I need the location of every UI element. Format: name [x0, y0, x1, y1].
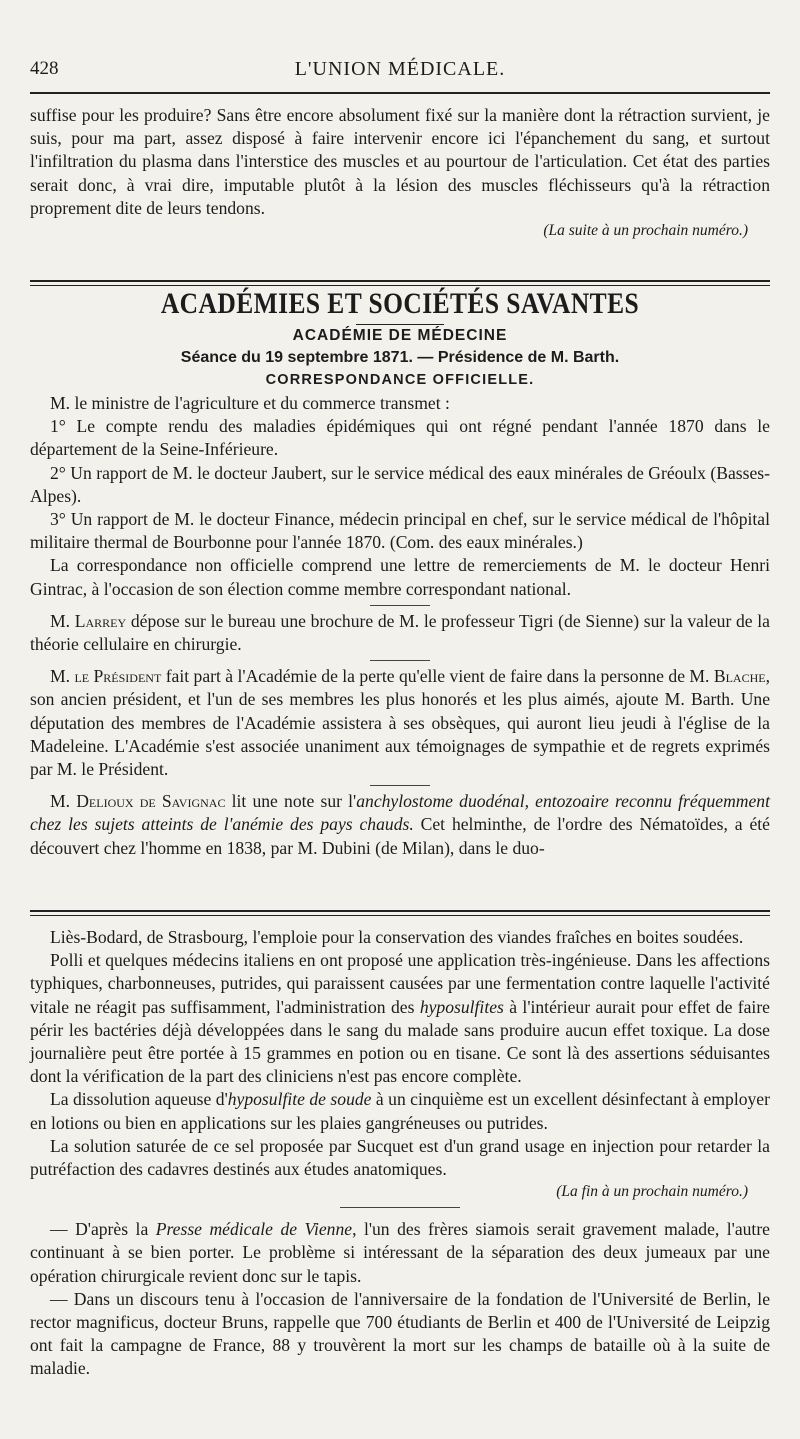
bottom-paragraph-3: La dissolution aqueuse d'hyposulfite de soude à un cinquième est un excellent désinfectant à employer en lotions ou bien en applications sur les plaies gangréneuses ou putrides.	[30, 1089, 770, 1133]
correspondence-heading: CORRESPONDANCE OFFICIELLE.	[265, 372, 535, 388]
person-name: M. Delioux de Savignac	[50, 791, 226, 812]
top-continuation-note: (La suite à un prochain numéro.)	[543, 222, 748, 240]
section-title: ACADÉMIES ET SOCIÉTÉS SAVANTES	[160, 287, 640, 320]
title-underline	[356, 324, 444, 325]
academies-paragraph-2: 1° Le compte rendu des maladies épidémiques qui ont régné pendant l'année 1870 dans le département de la Seine-Inférieure.	[30, 416, 770, 460]
page-number: 428	[30, 58, 59, 79]
bottom-paragraph-1: Liès-Bodard, de Strasbourg, l'emploie pour la conservation des viandes fraîches en boites soudées.	[50, 927, 744, 947]
academies-paragraph-7: M. le Président fait part à l'Académie de la perte qu'elle vient de faire dans la personne de M. Blache, son ancien président, et l'un de ses membres les plus honorés et les plus aimés, ajoute M. Barth. Une députation des membres de l'Académie assistera à ses obsèques, qui auront lieu jeudi à l'église de la Madeleine. L'Académie s'est associée unaniment aux témoignages de sympathie et de regrets exprimés par M. le Président.	[30, 666, 770, 780]
bottom-section	[30, 926, 770, 1381]
news-paragraph-2: — Dans un discours tenu à l'occasion de l'anniversaire de la fondation de l'Université de Berlin, le rector magnificus, docteur Bruns, rappelle que 700 étudiants de Berlin et 400 de l'Université de Leipzig ont fait la campagne de France, 88 y trouvèrent la mort sur les champs de bataille où à la suite de maladie.	[30, 1288, 770, 1379]
paragraph-separator	[370, 605, 430, 606]
academies-paragraph-6: M. Larrey dépose sur le bureau une brochure de M. le professeur Tigri (de Sienne) sur la valeur de la théorie cellulaire en chirurgie.	[30, 610, 770, 655]
italic-term: hyposulfite de soude	[227, 1089, 372, 1110]
academies-section	[30, 287, 770, 860]
news-separator	[340, 1207, 460, 1208]
page-header	[30, 52, 770, 82]
italic-term: hyposulfites	[419, 996, 504, 1017]
paragraph-separator	[370, 785, 430, 786]
academies-paragraph-5: La correspondance non officielle comprend une lettre de remerciements de M. le docteur Henri Gintrac, à l'occasion de son élection comme membre correspondant national.	[30, 555, 770, 599]
feuilleton-rule	[30, 910, 770, 912]
journal-title: L'UNION MÉDICALE.	[294, 58, 506, 80]
section-rule-top-thin	[30, 285, 770, 286]
person-name: M. le Président	[50, 666, 162, 687]
header-rule	[30, 92, 770, 94]
bottom-paragraph-2: Polli et quelques médecins italiens en ont proposé une application très-ingénieuse. Dans les affections typhiques, charbonneuses, putrides, qui paraissent causées par une fermentation contre laquelle l'activité vitale ne réagit pas suffisamment, l'administration des hyposulfites à l'intérieur aurait pour effet de faire périr les bactéries déjà développées dans le sang du malade sans produire aucun effet toxique. La dose journalière peut être portée à 15 grammes en potion ou en tisane. Ce sont là des assertions séduisantes dont la vérification de la part des cliniciens n'est pas encore complète.	[30, 950, 770, 1087]
seance-line: Séance du 19 septembre 1871. — Présidence de M. Barth.	[180, 349, 620, 366]
top-paragraph: suffise pour les produire? Sans être encore absolument fixé sur la manière dont la rétraction survient, je suis, pour ma part, assez disposé à faire intervenir encore ici l'épanchement du sang, et surtout l'infiltration du plasma dans l'interstice des muscles et au pourtour de l'articulation. Cet état des parties serait donc, à vrai dire, imputable plutôt à la lésion des muscles fléchisseurs qu'à la rétraction proprement dite de leurs tendons.	[30, 105, 770, 218]
academies-paragraph-3: 2° Un rapport de M. le docteur Jaubert, sur le service médical des eaux minérales de Gréoulx (Basses-Alpes).	[30, 462, 770, 506]
news-paragraph-1: — D'après la Presse médicale de Vienne, l'un des frères siamois serait gravement malade, l'autre continuant à se bien porter. Le problème si intéressant de la séparation des deux jumeaux par une opération chirurgicale revient donc sur le tapis.	[30, 1219, 770, 1286]
bottom-paragraph-4: La solution saturée de ce sel proposée par Sucquet est d'un grand usage en injection pour retarder la putréfaction des cadavres destinés aux études anatomiques.	[30, 1135, 770, 1180]
academies-paragraph-8: M. Delioux de Savignac lit une note sur l'anchylostome duodénal, entozoaire reconnu fréquemment chez les sujets atteints de l'anémie des pays chauds. Cet helminthe, de l'ordre des Nématoïdes, a été découvert chez l'homme en 1838, par M. Dubini (de Milan), dans le duo-	[30, 791, 770, 858]
italic-phrase: anchylostome duodénal, entozoaire reconnu fréquemment chez les sujets atteints de l'anémie des pays chauds.	[30, 791, 770, 835]
section-rule-top	[30, 280, 770, 282]
bottom-continuation-note: (La fin à un prochain numéro.)	[556, 1183, 748, 1201]
paragraph-separator	[370, 660, 430, 661]
academies-paragraph-4: 3° Un rapport de M. le docteur Finance, médecin principal en chef, sur le service médical de l'hôpital militaire thermal de Bourbonne pour l'année 1870. (Com. des eaux minérales.)	[30, 509, 770, 553]
academies-paragraph-1: M. le ministre de l'agriculture et du commerce transmet :	[50, 393, 450, 413]
italic-title: Presse médicale de Vienne	[155, 1219, 353, 1240]
person-name: Blache	[713, 666, 766, 687]
section-subtitle: ACADÉMIE DE MÉDECINE	[292, 327, 508, 344]
person-name: M. Larrey	[50, 610, 127, 631]
feuilleton-rule-thin	[30, 915, 770, 916]
top-article	[30, 104, 770, 242]
